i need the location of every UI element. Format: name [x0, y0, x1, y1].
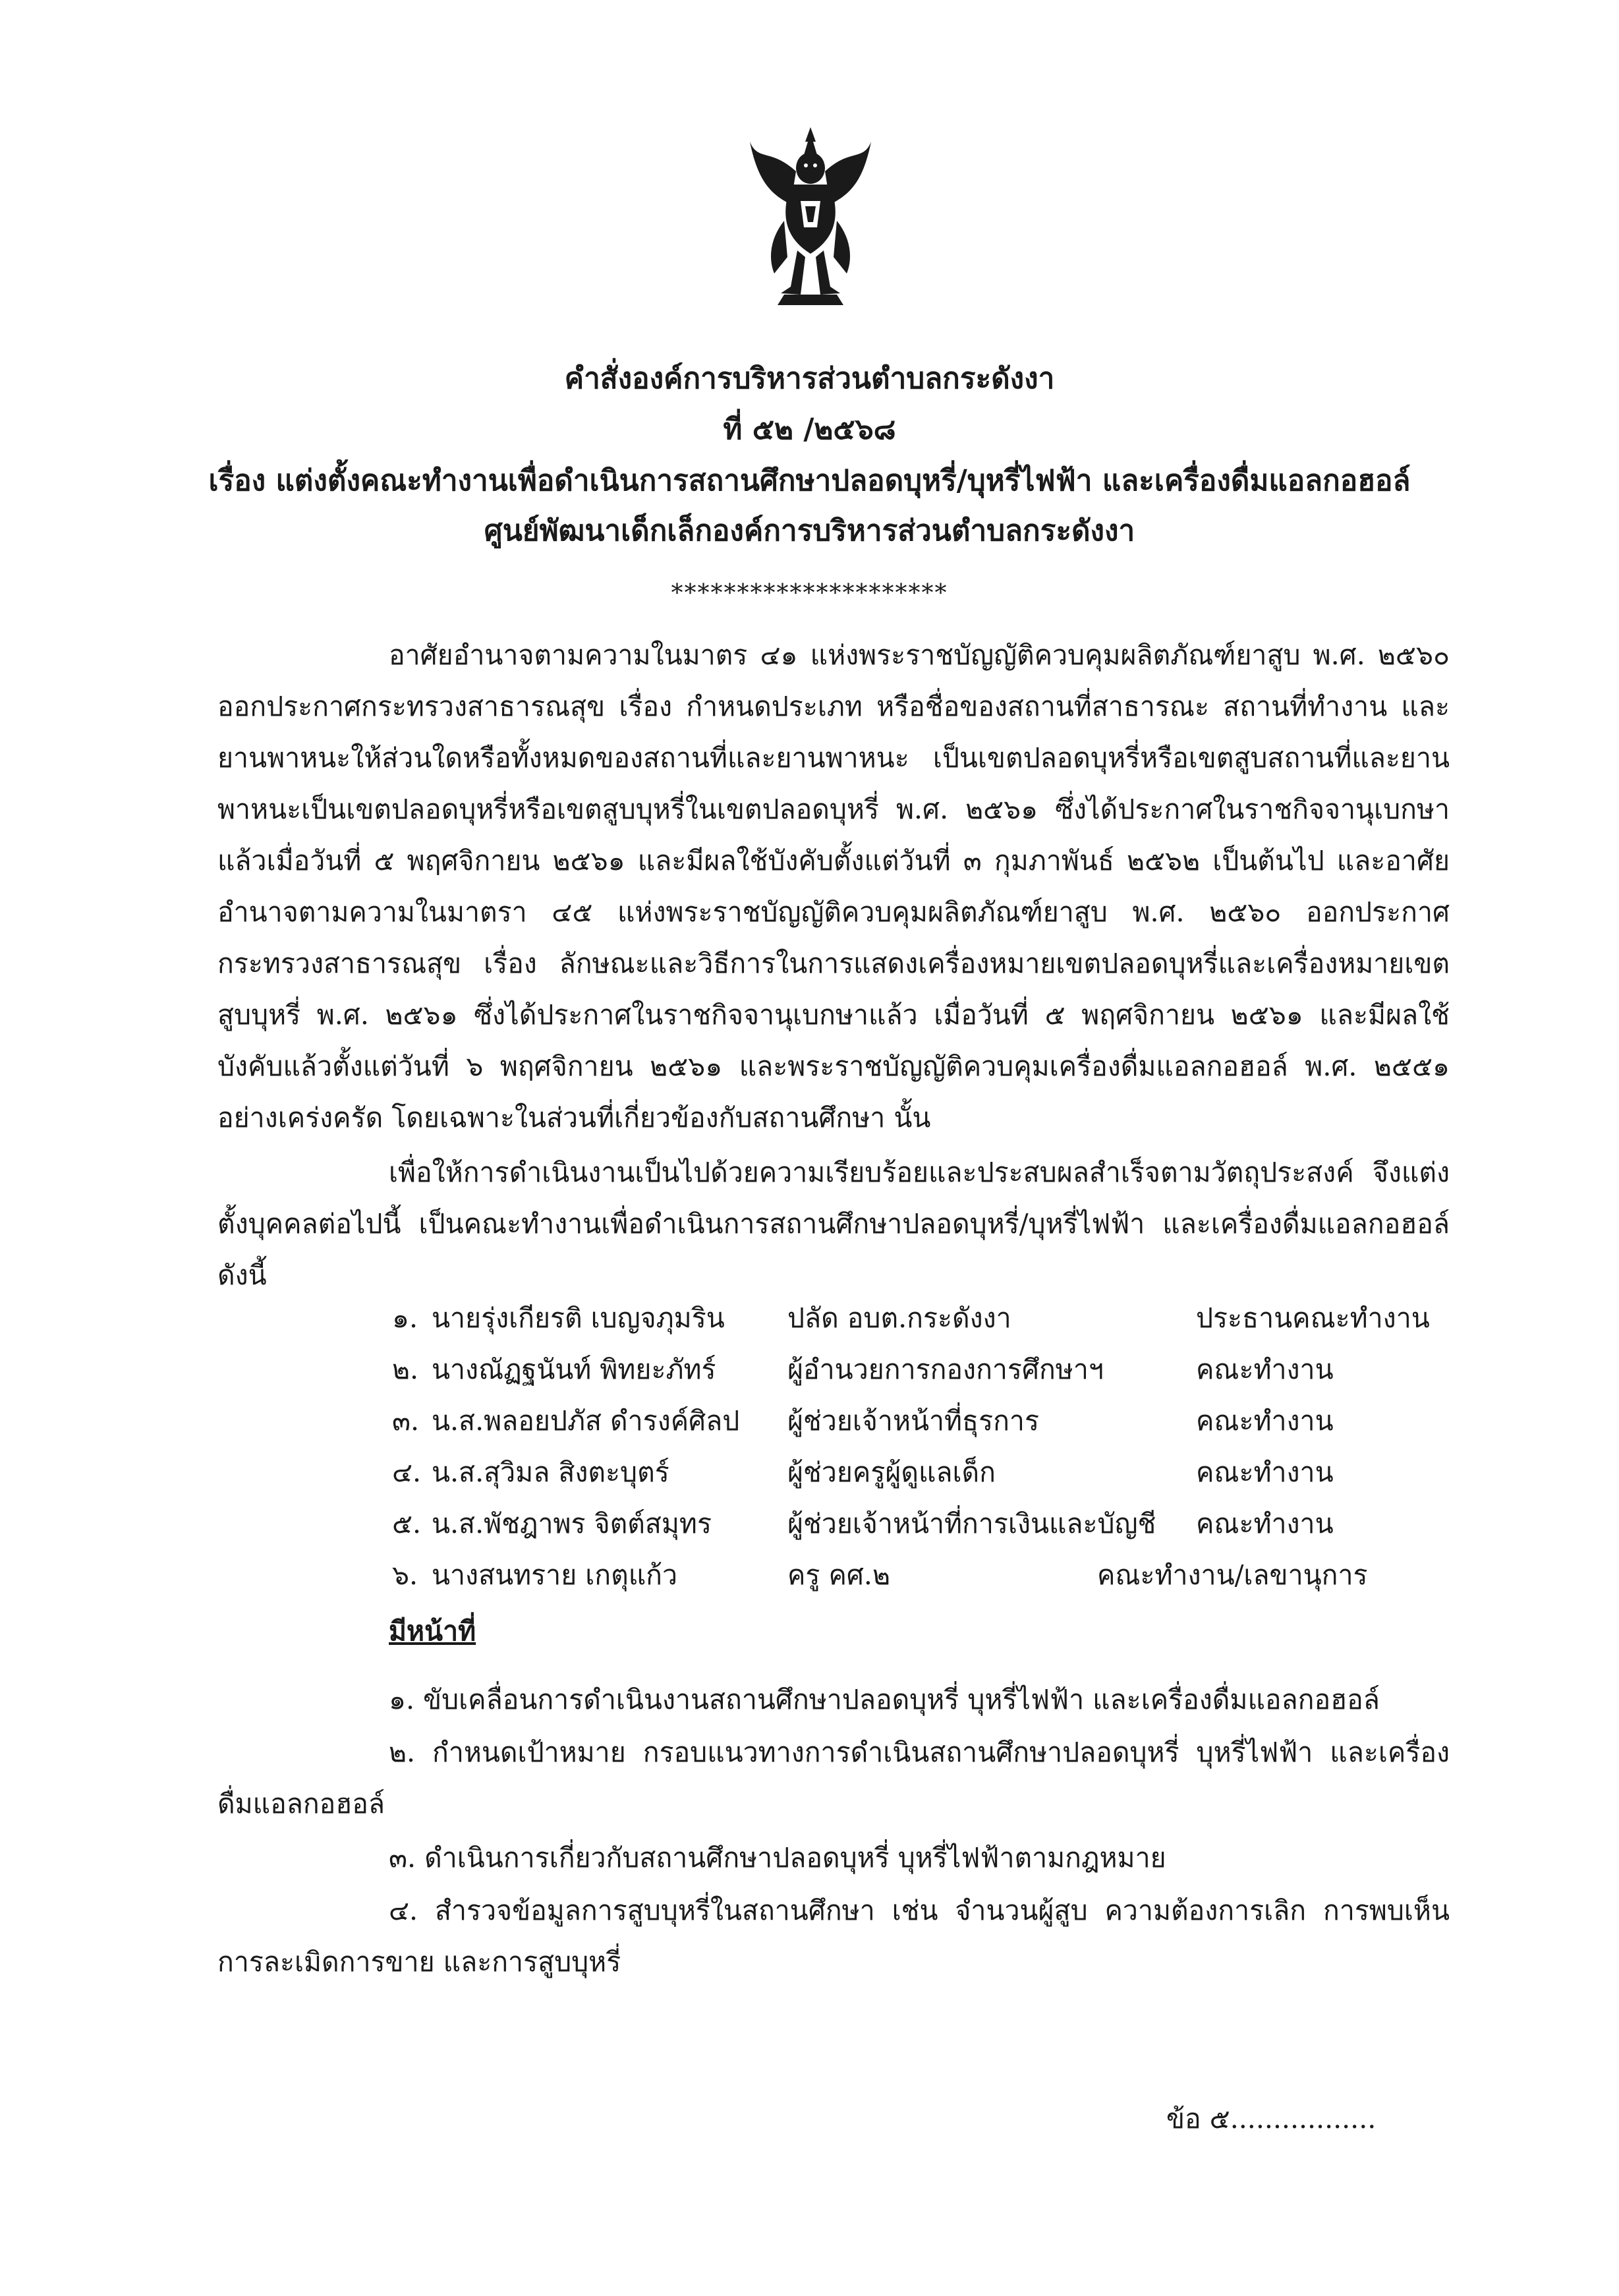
member-number: ๔.	[392, 1456, 422, 1488]
duties-heading: มีหน้าที่	[389, 1615, 476, 1647]
order-number: ที่ ๕๒ /๒๕๖๘	[723, 413, 896, 446]
duty-item: ๓. ดำเนินการเกี่ยวกับสถานศึกษาปลอดบุหรี่ บุหรี่ไฟฟ้าตามกฎหมาย	[389, 1842, 1166, 1874]
member-row	[0, 1501, 1619, 1547]
member-role: คณะทำงาน	[1196, 1405, 1334, 1437]
member-row	[0, 1346, 1619, 1392]
member-name: น.ส.พลอยปภัส ดำรงค์ศิลป	[432, 1405, 740, 1437]
member-number: ๒.	[392, 1354, 419, 1385]
order-title: คำสั่งองค์การบริหารส่วนตำบลกระดังงา	[564, 362, 1055, 395]
member-name: นางสนทราย เกตุแก้ว	[432, 1559, 677, 1591]
member-name: น.ส.พัชฎาพร จิตต์สมุทร	[432, 1508, 712, 1539]
member-name: นางณัฏฐนันท์ พิทยะภัทร์	[432, 1354, 716, 1385]
member-position: ครู คศ.๒	[787, 1559, 890, 1591]
member-position: ปลัด อบต.กระดังงา	[787, 1302, 1011, 1334]
member-position: ผู้ช่วยครูผู้ดูแลเด็ก	[787, 1456, 996, 1488]
member-role: คณะทำงาน	[1196, 1354, 1334, 1385]
subject-line-2: ศูนย์พัฒนาเด็กเล็กองค์การบริหารส่วนตำบลกระดังงา	[484, 514, 1135, 548]
member-number: ๖.	[392, 1559, 418, 1591]
separator: *********************	[671, 580, 948, 607]
member-row	[0, 1552, 1619, 1598]
member-number: ๓.	[392, 1405, 420, 1437]
member-row	[0, 1295, 1619, 1341]
member-role: ประธานคณะทำงาน	[1196, 1302, 1430, 1334]
duty-item: ๑. ขับเคลื่อนการดำเนินงานสถานศึกษาปลอดบุหรี่ บุหรี่ไฟฟ้า และเครื่องดื่มแอลกอฮอล์	[389, 1684, 1380, 1715]
member-name: นายรุ่งเกียรติ เบญจภุมริน	[432, 1302, 725, 1334]
continuation-marker: ข้อ ๕.................	[1166, 2103, 1377, 2135]
member-number: ๑.	[392, 1302, 418, 1334]
member-name: น.ส.สุวิมล สิงตะบุตร์	[432, 1456, 669, 1488]
paragraph-authority: อาศัยอำนาจตามความในมาตร ๔๑ แห่งพระราชบัญญัติควบคุมผลิตภัณฑ์ยาสูบ พ.ศ. ๒๕๖๐ ออกประกาศกระทรวงสาธารณสุข เรื่อง กำหนดประเภท หรือชื่อของสถานที่สาธารณะ สถานที่ทำงาน และยานพาหนะให้ส่วนใดหรือทั้งหมดของสถานที่และยานพาหนะ เป็นเขตปลอดบุหรี่หรือเขตสูบสถานที่และยานพาหนะเป็นเขตปลอดบุหรี่หรือเขตสูบบุหรี่ในเขตปลอดบุหรี่ พ.ศ. ๒๕๖๑ ซึ่งได้ประกาศในราชกิจจานุเบกษาแล้วเมื่อวันที่ ๕ พฤศจิกายน ๒๕๖๑ และมีผลใช้บังคับตั้งแต่วันที่ ๓ กุมภาพันธ์ ๒๕๖๒ เป็นต้นไป และอาศัยอำนาจตามความในมาตรา ๔๕ แห่งพระราชบัญญัติควบคุมผลิตภัณฑ์ยาสูบ พ.ศ. ๒๕๖๐ ออกประกาศกระทรวงสาธารณสุข เรื่อง ลักษณะและวิธีการในการแสดงเครื่องหมายเขตปลอดบุหรี่และเครื่องหมายเขตสูบบุหรี่ พ.ศ. ๒๕๖๑ ซึ่งได้ประกาศในราชกิจจานุเบกษาแล้ว เมื่อวันที่ ๕ พฤศจิกายน ๒๕๖๑ และมีผลใช้บังคับแล้วตั้งแต่วันที่ ๖ พฤศจิกายน ๒๕๖๑ และพระราชบัญญัติควบคุมเครื่องดื่มแอลกอฮอล์ พ.ศ. ๒๕๕๑ อย่างเคร่งครัด โดยเฉพาะในส่วนที่เกี่ยวข้องกับสถานศึกษา นั้น	[217, 639, 1450, 1134]
member-role: คณะทำงาน	[1196, 1508, 1334, 1539]
member-number: ๕.	[392, 1508, 422, 1539]
member-position: ผู้ช่วยเจ้าหน้าที่การเงินและบัญชี	[787, 1508, 1156, 1539]
duty-item: ๔. สำรวจข้อมูลการสูบบุหรี่ในสถานศึกษา เช่น จำนวนผู้สูบ ความต้องการเลิก การพบเห็นการละเมิดการขาย และการสูบบุหรี่	[217, 1895, 1450, 1978]
member-role: คณะทำงาน	[1196, 1456, 1334, 1488]
member-position: ผู้ช่วยเจ้าหน้าที่ธุรการ	[787, 1405, 1039, 1437]
paragraph-appointment: เพื่อให้การดำเนินงานเป็นไปด้วยความเรียบร้อยและประสบผลสำเร็จตามวัตถุประสงค์ จึงแต่งตั้งบุคคลต่อไปนี้ เป็นคณะทำงานเพื่อดำเนินการสถานศึกษาปลอดบุหรี่/บุหรี่ไฟฟ้า และเครื่องดื่มแอลกอฮอล์ ดังนี้	[217, 1157, 1450, 1291]
duty-item: ๒. กำหนดเป้าหมาย กรอบแนวทางการดำเนินสถานศึกษาปลอดบุหรี่ บุหรี่ไฟฟ้า และเครื่องดื่มแอลกอฮอล์	[217, 1736, 1450, 1820]
subject-line: เรื่อง แต่งตั้งคณะทำงานเพื่อดำเนินการสถานศึกษาปลอดบุหรี่/บุหรี่ไฟฟ้า และเครื่องดื่มแอลกอฮอล์	[208, 464, 1411, 498]
member-position: ผู้อำนวยการกองการศึกษาฯ	[787, 1354, 1104, 1385]
garuda-emblem	[745, 122, 876, 320]
member-row	[0, 1449, 1619, 1495]
member-row	[0, 1398, 1619, 1444]
member-role: คณะทำงาน/เลขานุการ	[1097, 1559, 1368, 1591]
